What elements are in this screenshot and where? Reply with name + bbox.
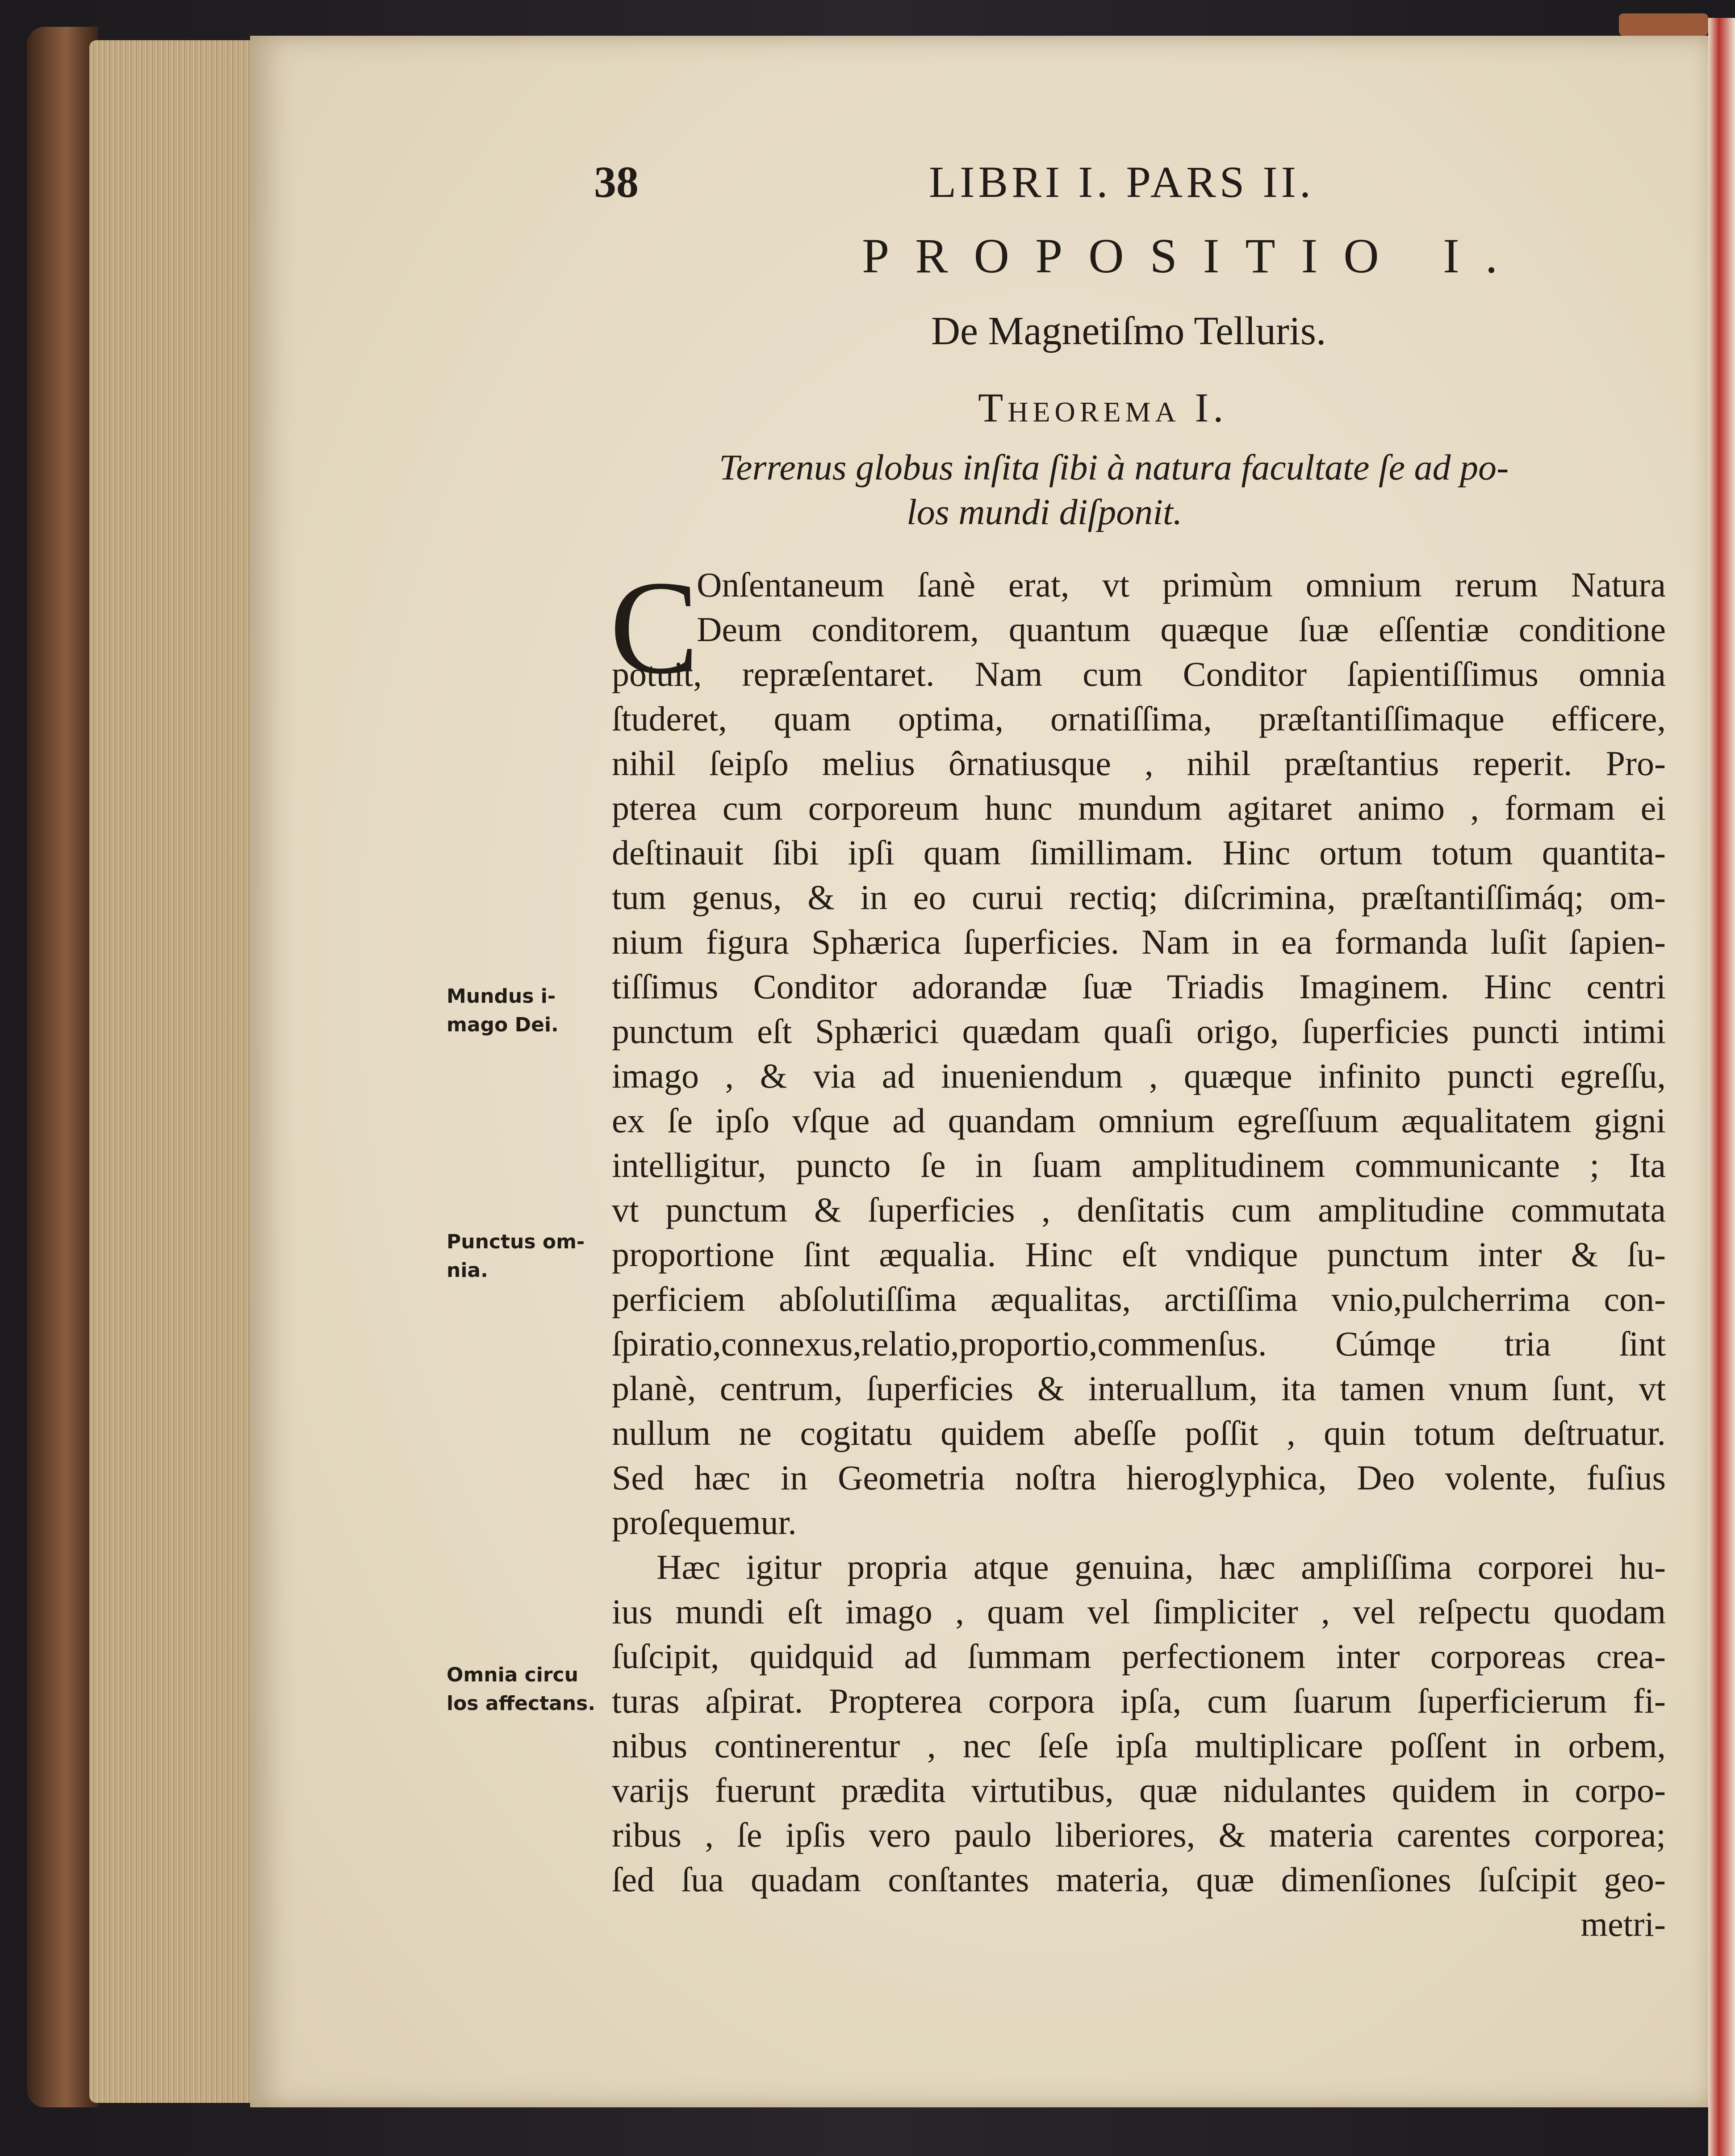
body-line: nibus continerentur , nec ſeſe ipſa multiplicare poſſent in orbem,	[612, 1726, 1666, 1765]
body-line: planè, centrum, ſuperficies & interuallum, ita tamen vnum ſunt, vt	[612, 1369, 1666, 1408]
body-line: ſpiratio,connexus,relatio,proportio,commenſus. Cúmqe tria ſint	[612, 1324, 1666, 1363]
theorem-statement-line: los mundi diſponit.	[907, 492, 1183, 532]
body-line: ex ſe ipſo vſque ad quandam omnium egreſſuum æqualitatem gigni	[612, 1101, 1666, 1140]
page-edges	[89, 40, 268, 2103]
body-line: ſtuderet, quam optima, ornatiſſima, præſtantiſſimaque efficere,	[612, 699, 1666, 738]
body-line: ſed ſua quadam conſtantes materia, quæ dimenſiones ſuſcipit geo-	[612, 1860, 1666, 1899]
body-line: tum genus, & in eo curui rectiq; diſcrimina, præſtantiſſimáq; om-	[612, 878, 1666, 917]
leather-binding	[27, 27, 98, 2107]
margin-note-line: Punctus om-	[447, 1230, 585, 1253]
proposition-title: PROPOSITIO I.	[862, 229, 1524, 283]
body-line: potuit, repræſentaret. Nam cum Conditor ſapientiſſimus omnia	[612, 655, 1666, 693]
body-line: pterea cum corporeum hunc mundum agitaret animo , formam ei	[612, 788, 1666, 827]
body-line: proſequemur.	[612, 1503, 797, 1542]
body-line: punctum eſt Sphærici quædam quaſi origo, ſuperficies puncti intimi	[612, 1012, 1666, 1051]
margin-note	[447, 1661, 607, 1718]
body-line: nium figura Sphærica ſuperficies. Nam in ea formanda luſit ſapien-	[612, 922, 1666, 961]
theorem-heading: Theorema I.	[978, 385, 1228, 430]
body-line: turas aſpirat. Propterea corpora ipſa, cum ſuarum ſuperficierum fi-	[612, 1681, 1666, 1720]
body-line: Hæc igitur propria atque genuina, hæc ampliſſima corporei hu-	[656, 1547, 1666, 1586]
theorem-statement-line: Terrenus globus inſita ſibi à natura facultate ſe ad po-	[719, 447, 1509, 488]
margin-note-line: los affectans.	[447, 1692, 596, 1715]
body-line: ius mundi eſt imago , quam vel ſimpliciter , vel reſpectu quodam	[612, 1592, 1666, 1631]
body-line: imago , & via ad inueniendum , quæque infinito puncti egreſſu,	[612, 1056, 1666, 1095]
body-line: varijs fuerunt prædita virtutibus, quæ nidulantes quidem in corpo-	[612, 1771, 1666, 1810]
margin-note	[447, 982, 607, 1039]
body-line: nihil ſeipſo melius ôrnatiusque , nihil præſtantius reperit. Pro-	[612, 744, 1666, 783]
margin-note	[447, 1228, 607, 1285]
margin-note-line: mago Dei.	[447, 1013, 559, 1036]
body-line: tiſſimus Conditor adorandæ ſuæ Triadis Imaginem. Hinc centri	[612, 967, 1666, 1006]
body-line: deſtinauit ſibi ipſi quam ſimillimam. Hinc ortum totum quantita-	[612, 833, 1666, 872]
drop-cap: C	[610, 553, 699, 701]
running-head	[594, 156, 1666, 214]
body-line: perficiem abſolutiſſima æqualitas, arctiſſima vnio,pulcherrima con-	[612, 1280, 1666, 1318]
body-line: Onſentaneum ſanè erat, vt primùm omnium rerum Natura	[697, 565, 1666, 604]
body-line: Sed hæc in Geometria noſtra hieroglyphica, Deo volente, fuſius	[612, 1458, 1666, 1497]
margin-note-line: nia.	[447, 1259, 488, 1282]
page-number: 38	[594, 157, 639, 207]
margin-note-line: Mundus i-	[447, 985, 556, 1008]
facing-page-edge	[1708, 18, 1735, 2156]
body-line: Deum conditorem, quantum quæque ſuæ eſſentiæ conditione	[697, 610, 1666, 649]
margin-note-line: Omnia circu	[447, 1664, 578, 1686]
proposition-subtitle: De Magnetiſmo Telluris.	[931, 309, 1326, 353]
running-title: LIBRI I. PARS II.	[929, 157, 1314, 207]
body-line: ſuſcipit, quidquid ad ſummam perfectionem inter corporeas crea-	[612, 1637, 1666, 1676]
body-line: ribus , ſe ipſis vero paulo liberiores, & materia carentes corporea;	[612, 1815, 1666, 1854]
top-binding-strip	[1619, 13, 1708, 36]
body-line: proportione ſint æqualia. Hinc eſt vndique punctum inter & ſu-	[612, 1235, 1666, 1274]
body-line: intelligitur, puncto ſe in ſuam amplitudinem communicante ; Ita	[612, 1146, 1666, 1184]
body-line: metri-	[1580, 1905, 1666, 1943]
body-line: nullum ne cogitatu quidem abeſſe poſſit , quin totum deſtruatur.	[612, 1414, 1666, 1452]
body-line: vt punctum & ſuperficies , denſitatis cum amplitudine commutata	[612, 1190, 1666, 1229]
